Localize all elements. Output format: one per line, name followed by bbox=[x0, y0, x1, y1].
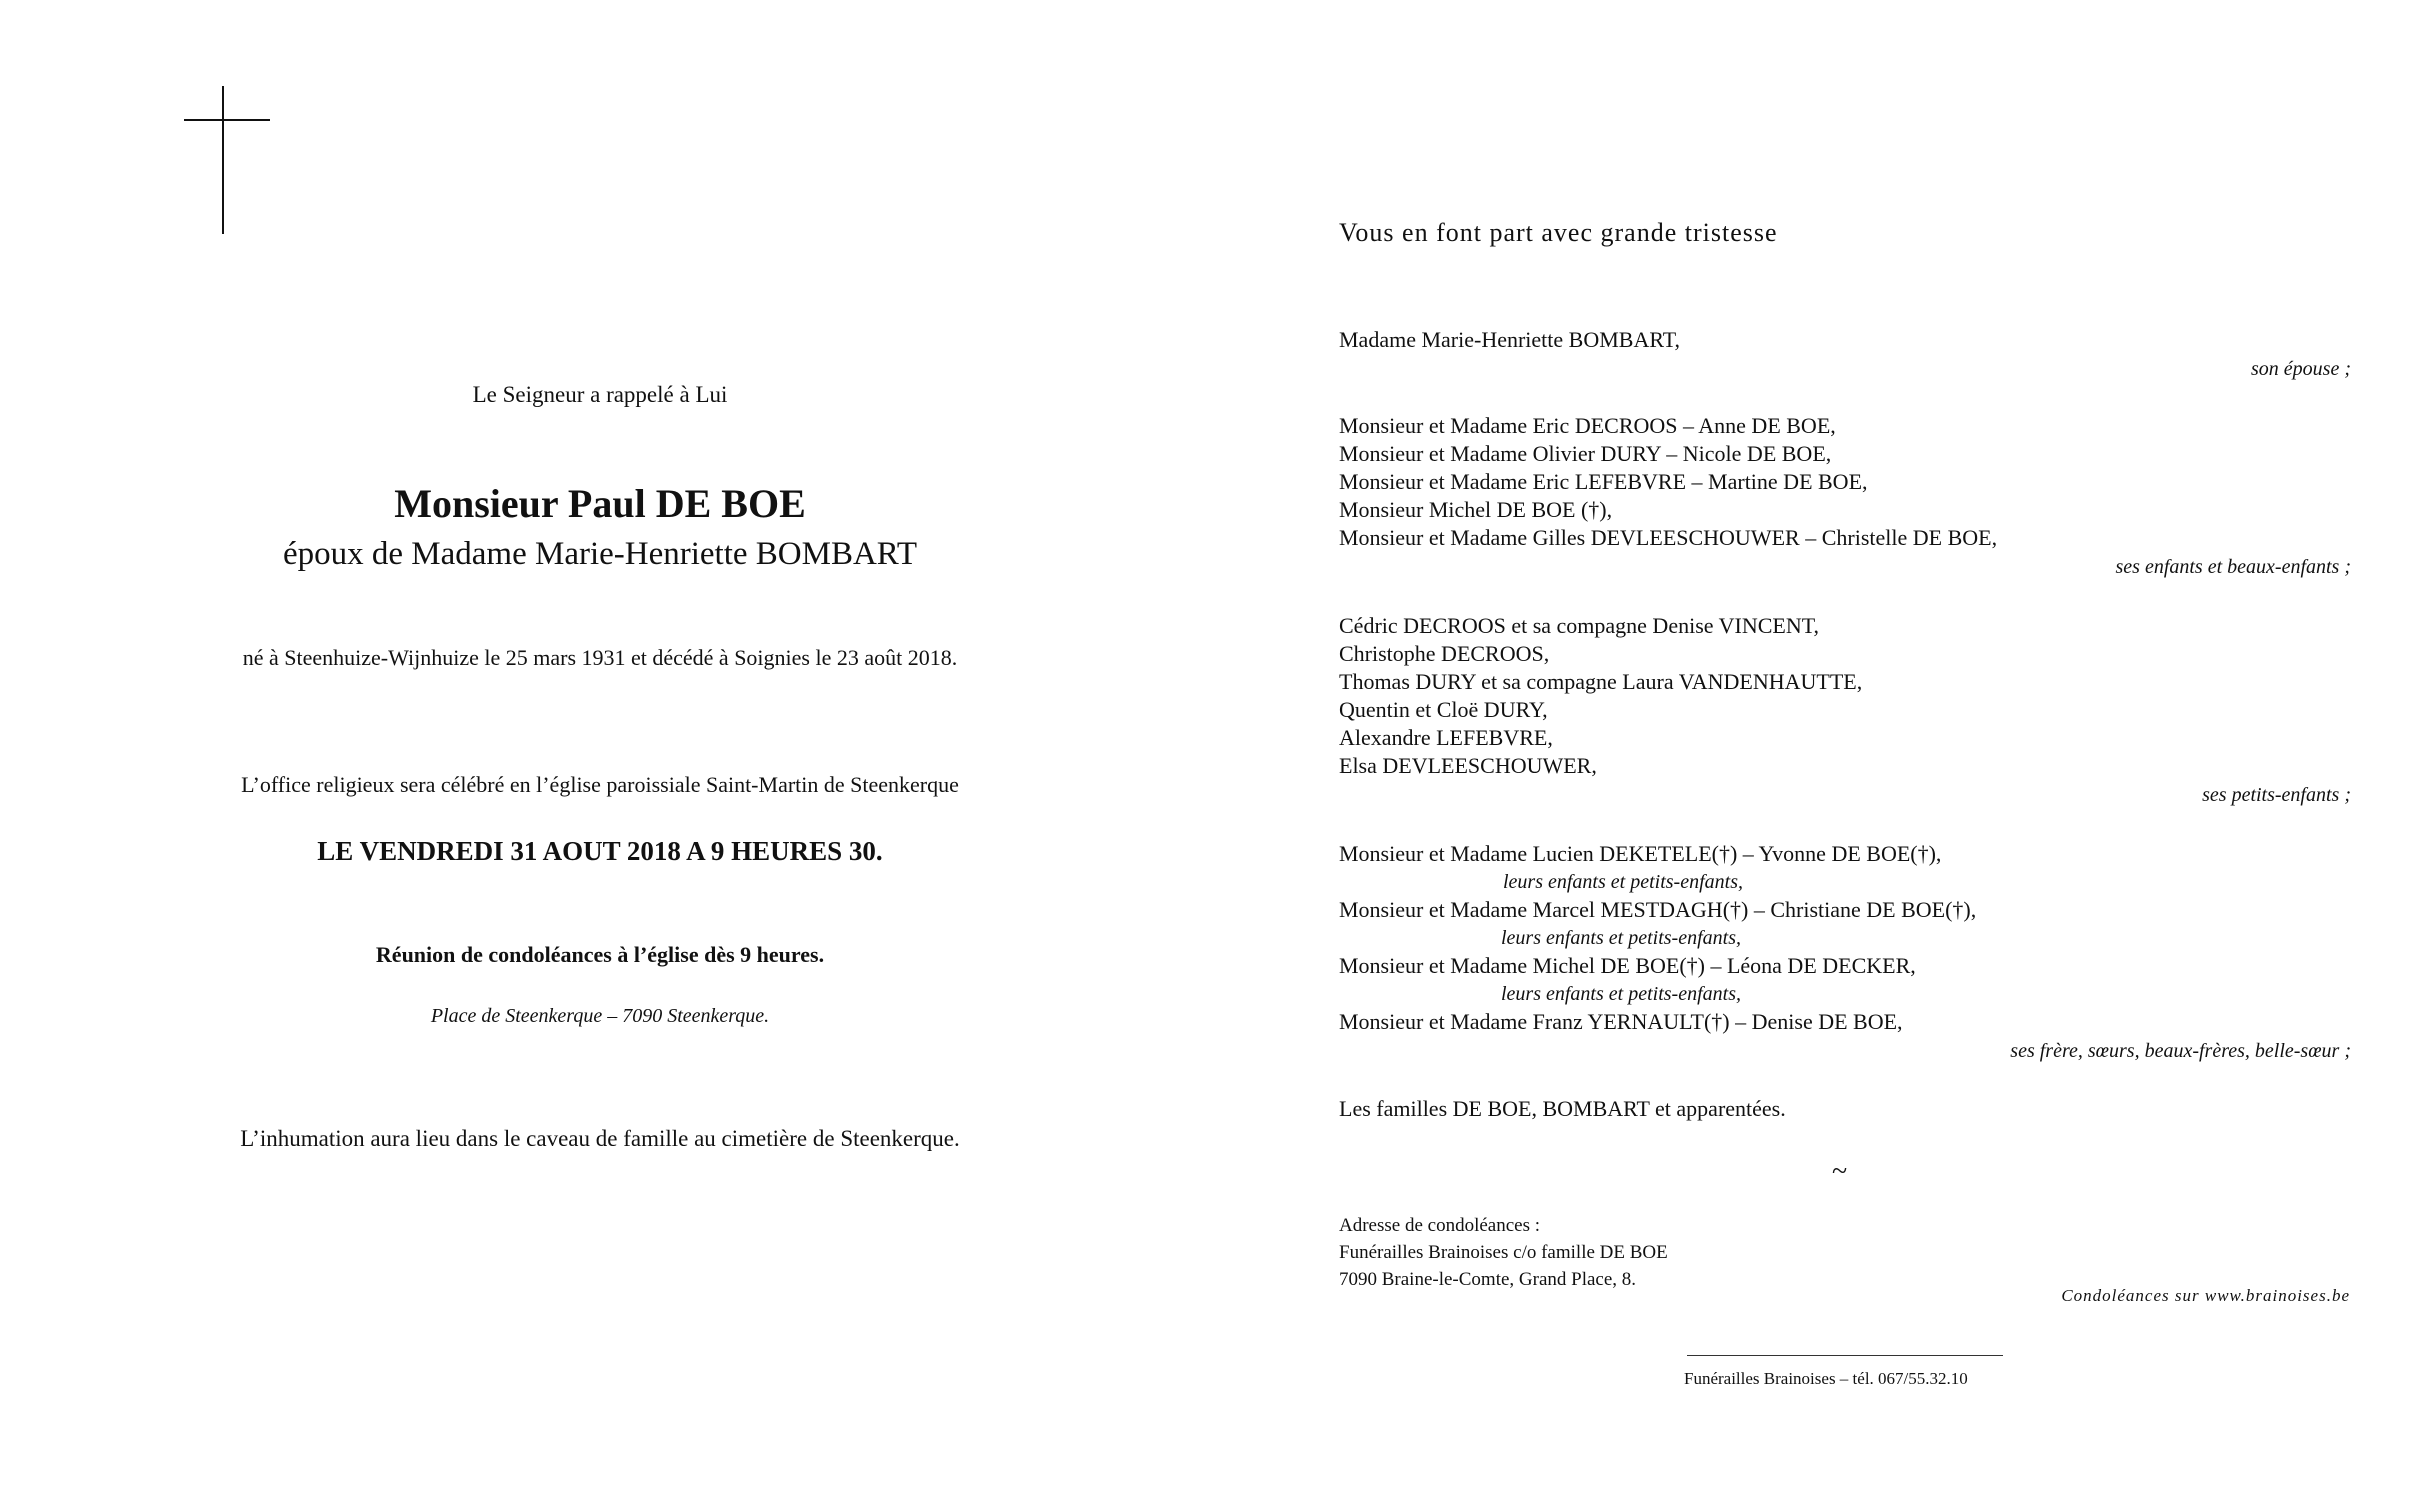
list-item: Christophe DECROOS, bbox=[1339, 641, 1550, 666]
list-item: Elsa DEVLEESCHOUWER, bbox=[1339, 753, 1597, 778]
siblings-role: ses frère, sœurs, beaux-frères, belle-sœur ; bbox=[2010, 1040, 2351, 1062]
list-item: Monsieur et Madame Gilles DEVLEESCHOUWER – Christelle DE BOE, bbox=[1339, 525, 1998, 550]
announcement-heading: Vous en font part avec grande tristesse bbox=[1339, 218, 1778, 247]
list-item: Alexandre LEFEBVRE, bbox=[1339, 725, 1553, 750]
spouse-role: son épouse ; bbox=[2251, 358, 2351, 380]
list-item: Monsieur et Madame Eric LEFEBVRE – Martine DE BOE, bbox=[1339, 469, 1868, 494]
deceased-name: Monsieur Paul DE BOE bbox=[394, 481, 806, 526]
website-link[interactable]: Condoléances sur www.brainoises.be bbox=[2061, 1286, 2350, 1305]
tilde-separator: ~ bbox=[1832, 1156, 1848, 1187]
address-line: 7090 Braine-le-Comte, Grand Place, 8. bbox=[1339, 1269, 1637, 1290]
list-item-sub: leurs enfants et petits-enfants, bbox=[1503, 871, 1743, 893]
address-block bbox=[1339, 1212, 1668, 1293]
grandchildren-role: ses petits-enfants ; bbox=[2202, 784, 2351, 806]
address-title: Adresse de condoléances : bbox=[1339, 1215, 1541, 1236]
list-item-sub: leurs enfants et petits-enfants, bbox=[1501, 927, 1741, 949]
footer-text: Funérailles Brainoises – tél. 067/55.32.10 bbox=[1684, 1369, 1968, 1388]
children-list bbox=[1339, 412, 1997, 552]
burial-text: L’inhumation aura lieu dans le caveau de famille au cimetière de Steenkerque. bbox=[240, 1126, 960, 1151]
list-item: Monsieur et Madame Lucien DEKETELE(†) – Yvonne DE BOE(†), bbox=[1339, 841, 1942, 866]
address-line: Funérailles Brainoises c/o famille DE BOE bbox=[1339, 1242, 1668, 1263]
list-item-sub: leurs enfants et petits-enfants, bbox=[1501, 983, 1741, 1005]
intro-text: Le Seigneur a rappelé à Lui bbox=[472, 382, 728, 407]
grandchildren-list bbox=[1339, 612, 1862, 780]
list-item: Thomas DURY et sa compagne Laura VANDENHAUTTE, bbox=[1339, 669, 1863, 694]
list-item: Monsieur et Madame Marcel MESTDAGH(†) – Christiane DE BOE(†), bbox=[1339, 897, 1977, 922]
spouse-line: Madame Marie-Henriette BOMBART, bbox=[1339, 327, 1681, 352]
list-item: Monsieur Michel DE BOE (†), bbox=[1339, 497, 1613, 522]
birth-death-text: né à Steenhuize-Wijnhuize le 25 mars 1931 et décédé à Soignies le 23 août 2018. bbox=[242, 645, 958, 670]
service-date: LE VENDREDI 31 AOUT 2018 A 9 HEURES 30. bbox=[317, 836, 883, 866]
list-item: Monsieur et Madame Franz YERNAULT(†) – Denise DE BOE, bbox=[1339, 1009, 1903, 1034]
list-item: Monsieur et Madame Olivier DURY – Nicole DE BOE, bbox=[1339, 441, 1832, 466]
siblings-list bbox=[1339, 840, 1976, 1036]
families-line: Les familles DE BOE, BOMBART et apparentées. bbox=[1339, 1096, 1786, 1121]
list-item: Cédric DECROOS et sa compagne Denise VINCENT, bbox=[1339, 613, 1820, 638]
place-text: Place de Steenkerque – 7090 Steenkerque. bbox=[430, 1005, 770, 1027]
list-item: Monsieur et Madame Michel DE BOE(†) – Léona DE DECKER, bbox=[1339, 953, 1916, 978]
list-item: Monsieur et Madame Eric DECROOS – Anne DE BOE, bbox=[1339, 413, 1836, 438]
children-role: ses enfants et beaux-enfants ; bbox=[2115, 556, 2351, 578]
spouse-of: époux de Madame Marie-Henriette BOMBART bbox=[282, 536, 917, 572]
divider bbox=[1687, 1355, 2003, 1356]
condolences-meeting: Réunion de condoléances à l’église dès 9 heures. bbox=[375, 942, 825, 967]
list-item: Quentin et Cloë DURY, bbox=[1339, 697, 1548, 722]
service-text: L’office religieux sera célébré en l’église paroissiale Saint-Martin de Steenkerque bbox=[241, 772, 959, 797]
